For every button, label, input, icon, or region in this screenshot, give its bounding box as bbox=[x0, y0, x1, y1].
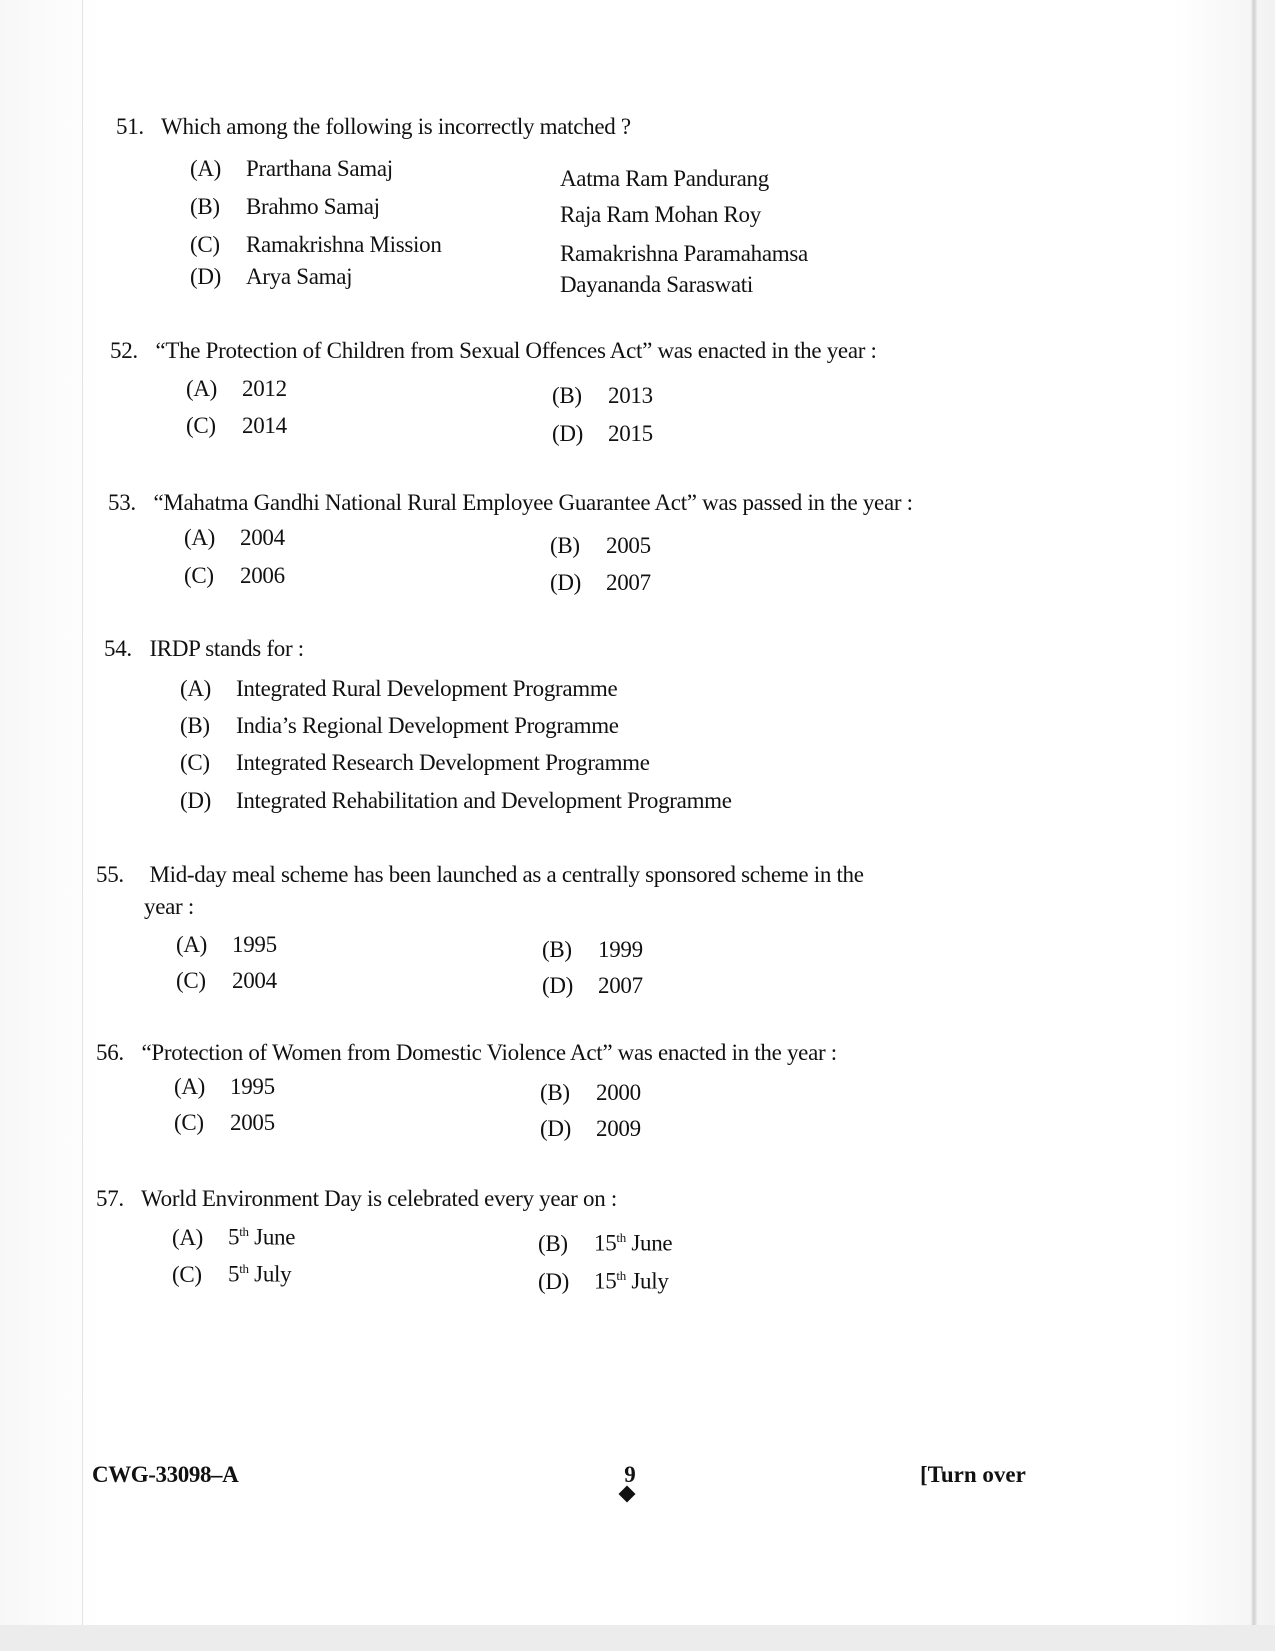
option-c: (C) 2004 bbox=[176, 968, 277, 993]
option-b: (B) 15th June bbox=[538, 1230, 673, 1256]
option-a: (A) Prarthana Samaj bbox=[190, 156, 393, 181]
option-a: (A) 2004 bbox=[184, 525, 285, 550]
option-c: (C) 2014 bbox=[186, 413, 287, 438]
question-number: 53. bbox=[108, 490, 136, 515]
question-number: 57. bbox=[96, 1186, 124, 1211]
option-d: (D) 2007 bbox=[550, 570, 651, 595]
option-d: (D) Arya Samaj bbox=[190, 264, 353, 289]
question-text: 53. “Mahatma Gandhi National Rural Employee Guarantee Act” was passed in the year : bbox=[108, 490, 913, 515]
question-text: 54. IRDP stands for : bbox=[104, 636, 304, 661]
option-b: (B) 2013 bbox=[552, 383, 653, 408]
question-number: 51. bbox=[116, 114, 144, 139]
option-b: (B) 2005 bbox=[550, 533, 651, 558]
option-a: (A) 5th June bbox=[172, 1224, 296, 1250]
question-text: 56. “Protection of Women from Domestic Violence Act” was enacted in the year : bbox=[96, 1040, 837, 1065]
question-text: 57. World Environment Day is celebrated every year on : bbox=[96, 1186, 617, 1211]
option-c: (C) Integrated Research Development Programme bbox=[180, 750, 650, 775]
option-d: (D) Integrated Rehabilitation and Development Programme bbox=[180, 788, 732, 813]
option-c: (C) 2005 bbox=[174, 1110, 275, 1135]
option-b: (B) Brahmo Samaj bbox=[190, 194, 380, 219]
option-d-match: Dayananda Saraswati bbox=[560, 272, 753, 297]
paper-code: CWG-33098–A bbox=[92, 1462, 239, 1487]
option-c: (C) Ramakrishna Mission bbox=[190, 232, 442, 257]
page-border-left bbox=[82, 0, 83, 1651]
option-c-match: Ramakrishna Paramahamsa bbox=[560, 241, 808, 266]
option-d: (D) 2007 bbox=[542, 973, 643, 998]
option-a: (A) 1995 bbox=[174, 1074, 275, 1099]
question-text-continued: year : bbox=[144, 894, 194, 919]
question-number: 52. bbox=[110, 338, 138, 363]
question-text: 55. Mid-day meal scheme has been launched as a centrally sponsored scheme in the bbox=[96, 862, 864, 887]
option-b: (B) 2000 bbox=[540, 1080, 641, 1105]
question-text: 51. Which among the following is incorrectly matched ? bbox=[116, 114, 631, 139]
question-number: 56. bbox=[96, 1040, 124, 1065]
option-a: (A) 2012 bbox=[186, 376, 287, 401]
option-b: (B) India’s Regional Development Programme bbox=[180, 713, 619, 738]
option-b: (B) 1999 bbox=[542, 937, 643, 962]
turn-over-note: [Turn over bbox=[920, 1462, 1026, 1487]
option-a: (A) Integrated Rural Development Programme bbox=[180, 676, 618, 701]
option-a-match: Aatma Ram Pandurang bbox=[560, 166, 769, 191]
option-c: (C) 5th July bbox=[172, 1261, 292, 1287]
option-d: (D) 15th July bbox=[538, 1268, 669, 1294]
question-text: 52. “The Protection of Children from Sexual Offences Act” was enacted in the year : bbox=[110, 338, 877, 363]
option-c: (C) 2006 bbox=[184, 563, 285, 588]
option-a: (A) 1995 bbox=[176, 932, 277, 957]
page-border-right bbox=[1251, 0, 1257, 1651]
page-border-bottom bbox=[0, 1625, 1275, 1651]
question-number: 54. bbox=[104, 636, 132, 661]
option-d: (D) 2009 bbox=[540, 1116, 641, 1141]
option-b-match: Raja Ram Mohan Roy bbox=[560, 202, 761, 227]
page-number: 9 bbox=[624, 1462, 636, 1487]
question-number: 55. bbox=[96, 862, 124, 887]
option-d: (D) 2015 bbox=[552, 421, 653, 446]
